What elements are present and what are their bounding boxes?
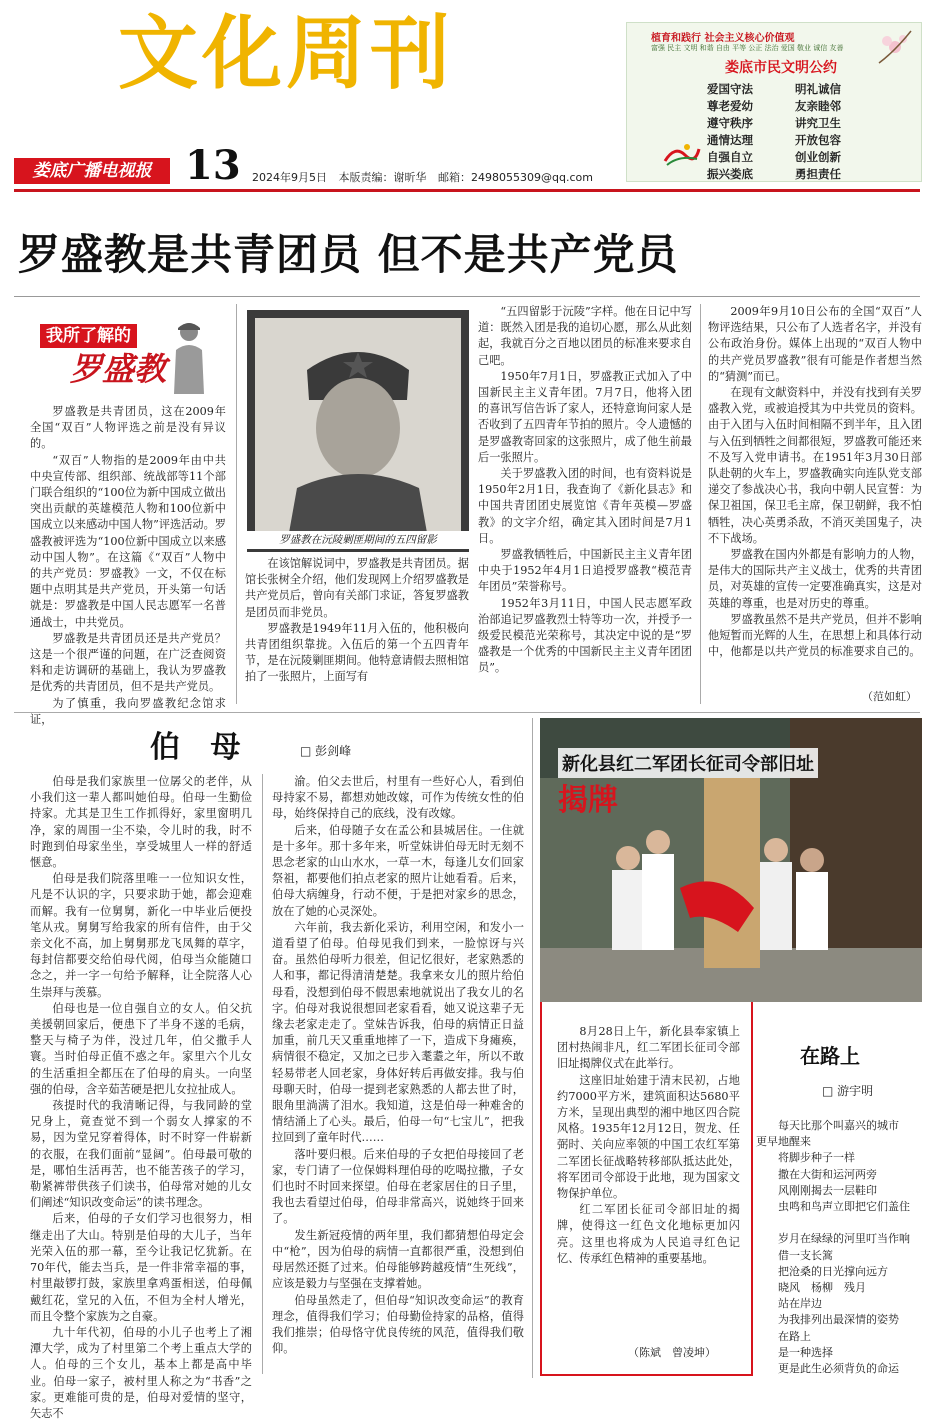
paragraph: 8月28日上午，新化县奉家镇上团村热闹非凡，红二军团长征司令部旧址揭牌仪式在此举行。 — [557, 1025, 740, 1071]
poem-line: 每天比那个叫嘉兴的城市 — [778, 1119, 899, 1132]
poem-line: 风刚刚揭去一层鞋印 — [778, 1183, 877, 1197]
poem-line: 晓风 杨柳 残月 — [778, 1281, 866, 1295]
column-divider — [236, 304, 237, 704]
covenant-item: 开放包容 — [795, 133, 841, 147]
paragraph: “五四留影于沅陵”字样。他在日记中写道：既然入团是我的追切心愿，那么从此刻起，我就百分之百地以团员的标准来要求自己吧。 — [478, 305, 692, 367]
paragraph: 伯母虽然走了，但伯母“知识改变命运”的教育理念，值得我们学习；伯母勤俭持家的品格，值得我们推崇；伯母恪守优良传统的风范，值得我们敬仰。 — [272, 1293, 524, 1356]
poem-line: 在路上 — [778, 1329, 811, 1343]
article2-col1 — [30, 774, 252, 1420]
article4-title: 在路上 — [800, 1044, 860, 1068]
poem-body — [756, 1118, 922, 1377]
civic-logo-icon — [661, 141, 701, 169]
paragraph: 罗盛教虽然不是共产党员，但并不影响他短暂而光辉的人生，在思想上和具体行动中，他都是以共产党员的标准要求自己的。 — [708, 612, 922, 659]
paragraph: 发生新冠疫情的两年里，我们都猜想伯母定会中“枪”，因为伯母的病情一直都很严重，没想到伯母居然还挺了过来。伯母能够跨越疫情“生死线”，应该是毅力与坚强在支撑着她。 — [272, 1228, 524, 1291]
covenant-item: 振兴娄底 — [707, 167, 753, 181]
page-number: 13 — [185, 142, 241, 189]
paragraph: 伯母也是一位自强自立的女人。伯父抗美援朝回家后，便患下了半身不遂的毛病，整天与椅子为伴，没过几年，伯父撒手人寰。当时伯母正值不惑之年。家里六个儿女的生活重担全都压在了伯母的肩头。一向坚强的伯母，含辛茹苦硬是把儿女拉扯成人。 — [30, 1001, 252, 1096]
article1-col3 — [478, 304, 692, 686]
article2-byline: □ 彭剑峰 — [300, 744, 352, 758]
masthead-rule — [14, 189, 920, 192]
poem-line: 把沧桑的日光撑向远方 — [778, 1264, 888, 1278]
covenant-item: 遵守秩序 — [707, 116, 753, 130]
poem-line: 借一支长篙 — [778, 1248, 833, 1262]
covenant-title: 娄底市民文明公约 — [725, 60, 837, 76]
org-badge: 娄底广播电视报 — [14, 158, 170, 184]
issue-editor: 本版责编：谢昕华 — [338, 171, 427, 184]
article1-author: （范如虹） — [862, 690, 917, 703]
civic-covenant-box — [626, 22, 922, 182]
poem-line: 更早地醒来 — [756, 1135, 811, 1149]
covenant-item: 明礼诚信 — [795, 82, 841, 96]
poem-line: 是一种选择 — [778, 1345, 833, 1359]
paragraph: “双百”人物指的是2009年由中共中央宣传部、组织部、统战部等11个部门联合组织的“100位为新中国成立做出突出贡献的英雄模范人物和100位新中国成立以来感动中国人物”评选活动。罗盛教被评选为“100位新中国成立以来感动中国人物”。在这篇《“双百”人物中的共产党员：罗盛教》一文，不仅在标题中点明其是共产党员，开头第一句话就是：罗盛教是中国人民志愿军一名普通战士，中共党员。 — [30, 453, 226, 629]
poem-line — [756, 1215, 922, 1231]
article1-col2 — [245, 556, 469, 704]
issue-date: 2024年9月5日 — [252, 171, 327, 184]
paragraph: 在现有文献资料中，并没有找到有关罗盛教入党，或被追授其为中共党员的资料。由于入团与入伍时间相隔不到半年，且入团与入伍到牺牲之间都很短，罗盛教可能还来不及写入党申请书。在1951年3月30日部队赴朝的火车上，罗盛教确实向连队党支部递交了参战决心书，我向中朝人民宣誓：为保卫祖国，保卫毛主席，保卫朝鲜，我不怕牺牲，决心英勇杀敌，不消灭美国鬼子，决不下战场。 — [708, 386, 922, 545]
paragraph: 落叶要归根。后来伯母的子女把伯母接回了老家，专门请了一位保姆料理伯母的吃喝拉撒，子女们也时不时回来探望。伯母在老家居住的日子里，我也去看望过伯母，伯母非常高兴，说她终于回来了。 — [272, 1147, 524, 1226]
poem-line: 岁月在绿绿的河里叮当作响 — [778, 1232, 910, 1246]
paragraph: 罗盛教是共青团员，这在2009年全国“双百”人物评选之前是没有异议的。 — [30, 405, 226, 451]
paragraph: 罗盛教牺牲后，中国新民主主义青年团中央于1952年4月1日追授罗盛教“模范青年团员”荣誉称号。 — [478, 548, 692, 594]
column-divider — [532, 718, 533, 1378]
section-divider — [14, 712, 920, 713]
masthead-title: 文化周刊 — [118, 7, 454, 100]
issue-line — [252, 169, 601, 185]
article1-col1 — [30, 404, 226, 726]
paragraph: 红二军团长征司令部旧址的揭牌，使得这一红色文化地标更加闪亮。这里也将成为人民追寻红色记忆、传承红色精神的重要基地。 — [557, 1203, 740, 1265]
column-divider — [262, 774, 263, 1374]
covenant-item: 讲究卫生 — [795, 116, 841, 130]
covenant-item: 自强自立 — [707, 150, 753, 164]
covenant-item: 尊老爱幼 — [707, 99, 753, 113]
covenant-item: 勇担责任 — [795, 167, 841, 181]
luo-shengjiao-photo — [247, 310, 469, 552]
issue-email: 邮箱：2498055309@qq.com — [438, 171, 593, 184]
covenant-item: 友亲睦邻 — [795, 99, 841, 113]
paragraph: 为了慎重，我向罗盛教纪念馆求证， — [30, 696, 226, 726]
article2-title: 伯 母 — [150, 730, 251, 765]
article3-title: 新化县红二军团长征司令部旧址 — [558, 748, 818, 778]
paragraph: 后来，伯母随子女在孟公和县城居住。一住就是十多年。那十多年来，听堂妹讲伯母无时无刻不思念老家的山山水水，一草一木，每逢儿女们回家祭祖，都要他们拍点老家的照片让她看看。后来，伯母大病缠身，行动不便，于是把对家乡的思念，放在了她的心灵深处。 — [272, 823, 524, 918]
article4-byline: □ 游宇明 — [822, 1084, 874, 1098]
column-badge-label: 我所了解的 — [40, 324, 137, 348]
article1-col4 — [708, 304, 922, 686]
covenant-values: 富强 民主 文明 和谐 自由 平等 公正 法治 爱国 敬业 诚信 友善 — [651, 44, 844, 52]
paragraph: 六年前，我去新化采访，利用空闲，和发小一道看望了伯母。伯母见我们到来，一脸惊讶与兴奋。虽然伯母听力很差，但记忆很好，老家熟悉的人和事，都记得清清楚楚。我拿来女儿的照片给伯母看，没想到伯母不假思索地就说出了我女儿的名字。伯母对我说很想回老家看看，她又说这辈子无缘去老家走走了。堂妹告诉我，伯母的病情正日益加重，前几天又重重地摔了一下，造成下身瘫痪，病情很不稳定，又加之已步入耄耋之年，所以不敢轻易带老人回老家，身体好转后再做安排。我与伯母聊天时，伯母一提到老家熟悉的人都去世了时，眼角里淌满了泪水。我知道，这是伯母一种难舍的情结涌上了心头。最后，伯母一句“七宝儿”，把我拉回到了童年时代…… — [272, 920, 524, 1145]
covenant-item: 创业创新 — [795, 150, 841, 164]
paragraph: 后来，伯母的子女们学习也很努力，相继走出了大山。特别是伯母的大儿子，当年光荣入伍的那一幕，至今让我记忆犹新。在70年代，能去当兵，是一件非常幸福的事，村里敲锣打鼓，家族里拿鸡蛋相送，伯母佩戴红花，堂兄的入伍，不但为全村人增光，而且令整个家族为之自豪。 — [30, 1212, 252, 1323]
paragraph: 罗盛教是1949年11月入伍的，他积极向共青团组织靠拢。入伍后的第一个五四青年节，是在沅陵剿匪期间。他特意请假去照相馆拍了一张照片，上面写有 — [245, 621, 469, 684]
poem-line: 为我排列出最深情的姿势 — [778, 1313, 899, 1327]
column-badge-name: 罗盛教 — [70, 350, 167, 388]
paragraph: 这座旧址始建于清末民初，占地约7000平方米，建筑面积达5680平方米，呈现出典型的湘中地区四合院风格。1935年12月12日，贺龙、任弼时、关向应率领的中国工农红军第二军团长征战略转移部队抵达此处，将军团司令部设于此地，现为国家文物保护单位。 — [557, 1073, 740, 1201]
article3-body — [557, 1024, 740, 1342]
paragraph: 在该馆解说词中，罗盛教是共青团员。据馆长张树全介绍，他们发现网上介绍罗盛教是共产党员后，曾向有关部门求证，答复罗盛教是团员而非党员。 — [245, 557, 469, 619]
article3-author: （陈斌 曾凌坤） — [628, 1346, 716, 1359]
column-badge — [30, 318, 220, 394]
paragraph: 渝。伯父去世后，村里有一些好心人，看到伯母持家不易，都想劝她改嫁，可作为传统女性的伯母，始终保持自己的底线，没有改嫁。 — [272, 775, 524, 821]
covenant-item: 爱国守法 — [707, 82, 753, 96]
article3-title-highlight: 揭牌 — [558, 783, 618, 818]
paragraph: 九十年代初，伯母的小儿子也考上了湘潭大学，成为了村里第二个考上重点大学的人。伯母的三个女儿，基本上都是高中毕业。伯母一家子，被村里人称之为“书香”之家。更难能可贵的是，伯母对爱情的坚守，矢志不 — [30, 1325, 252, 1420]
covenant-banner: 植育和践行 社会主义核心价值观 — [651, 33, 795, 44]
paragraph: 1952年3月11日，中国人民志愿军政治部追记罗盛教烈士特等功一次，并授予一级爱民模范光荣称号，其决定中说的是“罗盛教是一个优秀的中国新民主主义青年团团员”。 — [478, 596, 692, 675]
paragraph: 罗盛教在国内外都是有影响力的人物，是伟大的国际共产主义战士，优秀的共青团员，对英雄的宣传一定要准确真实，这是对英雄的尊重，也是对历史的尊重。 — [708, 548, 922, 610]
headline-rule — [14, 296, 920, 297]
soldier-figure-icon — [166, 318, 212, 394]
paragraph: 孩提时代的我清晰记得，与我同龄的堂兄身上，竟查觉不到一个弱女人撑家的不易，因为堂兄穿着得体，时不时穿一件崭新的衣服，在我们面前“显阔”。伯母最可敬的是，哪怕生活再苦，也不能苦孩子的学习，勒紧裤带供孩子们读书，伯母常对她的儿女们阐述“知识改变命运”的读书理念。 — [30, 1099, 252, 1210]
paragraph: 关于罗盛教入团的时间，也有资料说是1950年2月1日，我查询了《新化县志》和中国共青团团史展览馆《青年英模—罗盛教》的文字介绍，确定其入团时间是7月1日。 — [478, 467, 692, 545]
paragraph: 1950年7月1日，罗盛教正式加入了中国新民主主义青年团。7月7日，他将入团的喜讯写信告诉了家人，还特意询问家人是否收到了五四青年节拍的照片。令人遗憾的是罗盛教寄回家的这张照片，成了他生前最后一张照片。 — [478, 369, 692, 464]
poem-line: 更是此生必须背负的命运 — [778, 1362, 899, 1376]
photo-caption: 罗盛教在沅陵剿匪期间的五四留影 — [247, 531, 469, 549]
article2-col2 — [272, 774, 524, 1378]
poem-line: 将脚步种子一样 — [778, 1151, 855, 1165]
poem-line: 撒在大街和运河两旁 — [778, 1167, 877, 1181]
paragraph: 罗盛教是共青团员还是共产党员？这是一个很严谨的问题，在广泛查阅资料和走访调研的基础上，我认为罗盛教是优秀的共青团员，但不是共产党员。 — [30, 631, 226, 694]
poem-line: 虫鸣和鸟声立即把它们盖住 — [778, 1200, 910, 1214]
covenant-item: 通情达理 — [707, 133, 753, 147]
paragraph: 伯母是我们家族里一位孱父的老伴，从小我们这一辈人都叫她伯母。伯母一生勤俭持家。尤其是卫生工作抓得好，家里窗明几净，家的周围一尘不染，令儿时的我，时不时跑到伯母家坐坐，享受城里人一样的舒适惬意。 — [30, 775, 252, 870]
paragraph: 伯母是我们院落里唯一一位知识女性，凡是不认识的字，只要求助于她，都会迎难而解。我有一位舅舅，新化一中毕业后便投笔从戎。舅舅写给我家的所有信件，由于父亲文化不高，加上舅舅那龙飞凤舞的草字，每封信都要交给伯母代阅，伯母当众能随口念之，并一字一句给予解释，让全院落人心生崇拜与羡慕。 — [30, 872, 252, 999]
main-headline: 罗盛教是共青团员 但不是共产党员 — [18, 230, 679, 279]
column-divider — [700, 304, 701, 704]
poem-line: 站在岸边 — [778, 1297, 822, 1311]
paragraph: 2009年9月10日公布的全国“双百”人物评选结果，只公布了人选者名字，并没有公布政治身份。媒体上出现的“双百人物中的共产党员罗盛教”很有可能是作者想当然的“猜测”而已。 — [708, 305, 922, 383]
